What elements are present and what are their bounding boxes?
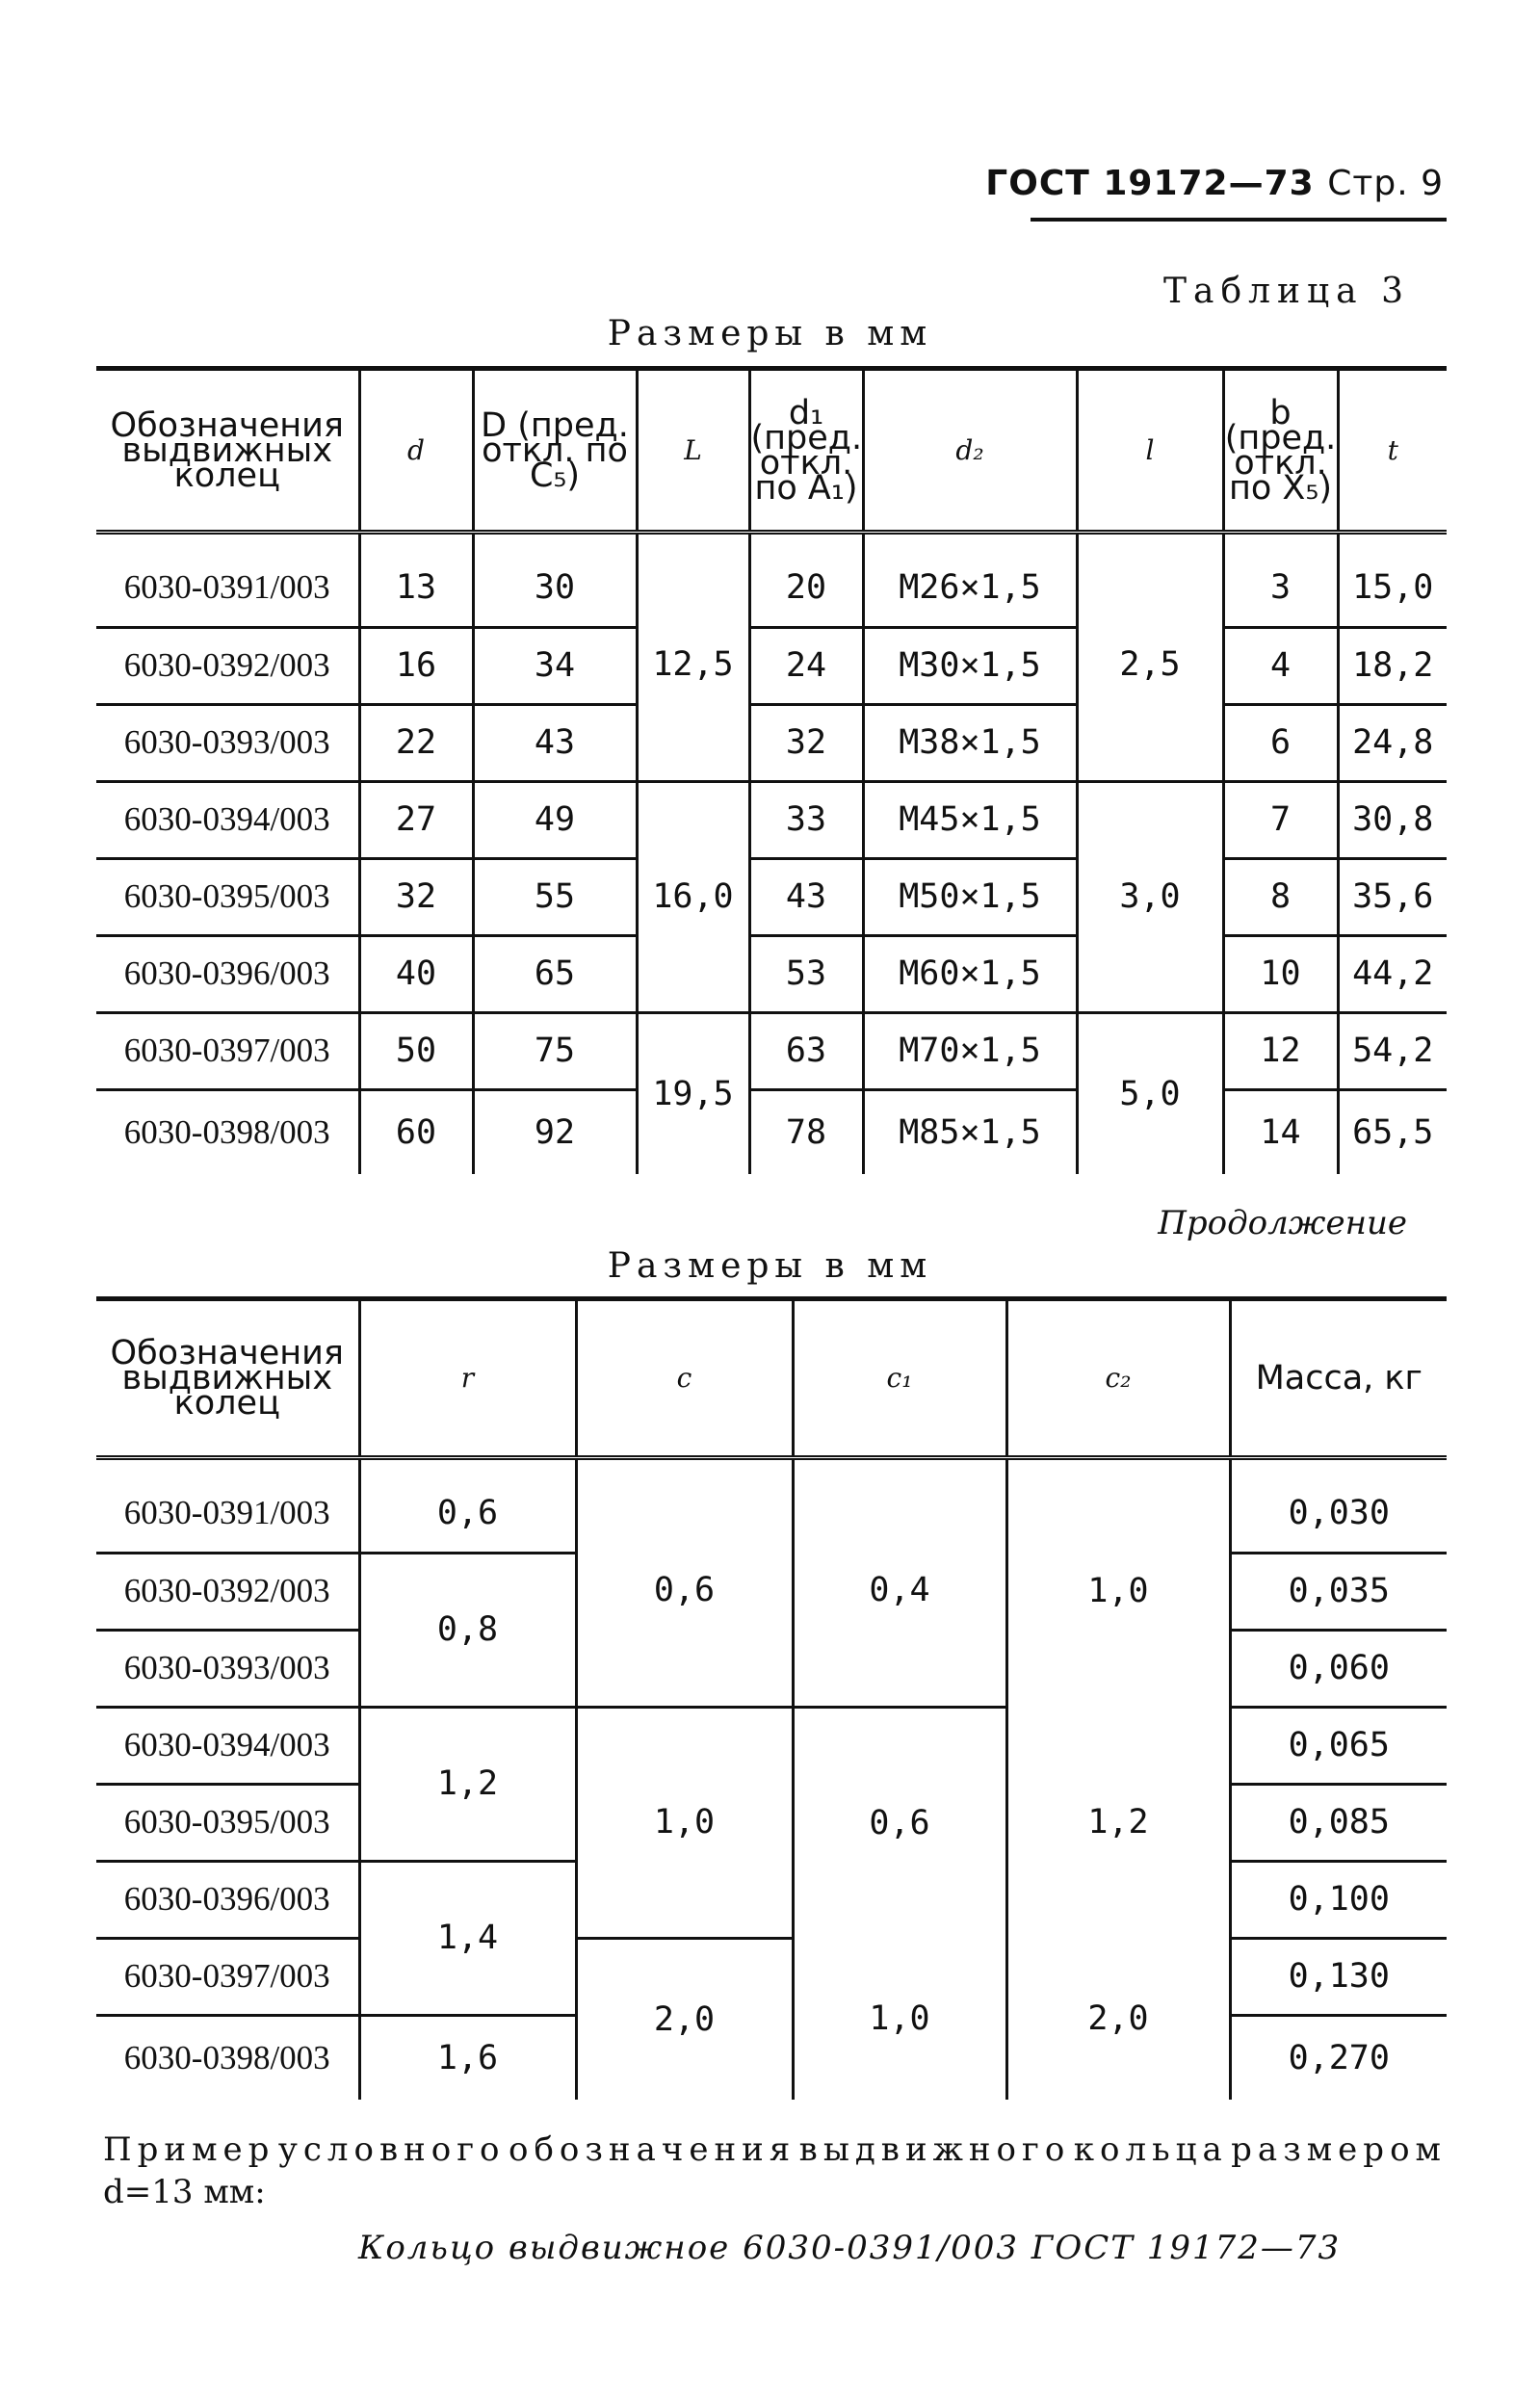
cell-d1: 53 (749, 935, 863, 1012)
header-designation: Обозначения выдвижных колец (110, 1334, 344, 1423)
cell-d: 27 (359, 781, 473, 858)
cell-L-group: 12,5 (637, 550, 749, 781)
row-code: 6030-0394/003 (96, 1707, 359, 1784)
cell-D: 92 (473, 1089, 637, 1174)
page-number: Стр. 9 (1327, 164, 1444, 203)
cell-r: 0,6 (359, 1476, 576, 1553)
table-row (96, 550, 1447, 627)
table-row (96, 1012, 1447, 1089)
table-row (96, 1089, 1447, 1174)
cell-t: 24,8 (1338, 704, 1447, 781)
cell-d1: 78 (749, 1089, 863, 1174)
cell-b: 7 (1223, 781, 1338, 858)
cell-mass: 0,100 (1230, 1861, 1447, 1938)
cell-D: 65 (473, 935, 637, 1012)
table-row (96, 1938, 1447, 2015)
cell-r: 1,2 (359, 1707, 576, 1861)
cell-t: 65,5 (1338, 1089, 1447, 1174)
cell-L-group: 16,0 (637, 781, 749, 1012)
cell-c2-group: 1,0 (1006, 1476, 1230, 1707)
cell-c1-group: 1,0 (793, 1938, 1006, 2100)
table-header-row (96, 1299, 1447, 1458)
cell-L-group: 19,5 (637, 1012, 749, 1174)
table-row (96, 1707, 1447, 1784)
cell-mass: 0,060 (1230, 1630, 1447, 1707)
row-code: 6030-0392/003 (96, 627, 359, 704)
cell-d1: 63 (749, 1012, 863, 1089)
example-designation: Кольцо выдвижное 6030-0391/003 ГОСТ 19172—73 (358, 2229, 1342, 2267)
example-word: выдвижного (798, 2130, 1071, 2169)
table-row (96, 935, 1447, 1012)
cell-d1: 33 (749, 781, 863, 858)
units-label-2: Размеры в мм (607, 1246, 933, 1286)
row-code: 6030-0392/003 (96, 1553, 359, 1630)
table-header-row (96, 369, 1447, 533)
standard-title: ГОСТ 19172—73 (985, 164, 1315, 203)
cell-d1: 20 (749, 550, 863, 627)
cell-b: 3 (1223, 550, 1338, 627)
header-l: l (1077, 369, 1223, 533)
cell-d: 16 (359, 627, 473, 704)
cell-d2: M38×1,5 (863, 704, 1077, 781)
header-designation: Обозначения выдвижных колец (110, 405, 344, 495)
cell-d2: M70×1,5 (863, 1012, 1077, 1089)
example-intro (103, 2130, 1447, 2169)
cell-d1: 43 (749, 858, 863, 935)
row-code: 6030-0397/003 (96, 1938, 359, 2015)
cell-b: 4 (1223, 627, 1338, 704)
cell-D: 75 (473, 1012, 637, 1089)
row-code: 6030-0398/003 (123, 2038, 330, 2077)
cell-c-group: 2,0 (576, 1938, 793, 2100)
mass-table (96, 1296, 1447, 2100)
table-row (96, 627, 1447, 704)
cell-c2-group: 1,2 (1006, 1707, 1230, 1938)
header-b: b (пред. откл. по X₅) (1223, 369, 1338, 533)
cell-d: 22 (359, 704, 473, 781)
cell-d2: M85×1,5 (863, 1089, 1077, 1174)
cell-l-group: 5,0 (1077, 1012, 1223, 1174)
example-word: условного (277, 2130, 506, 2169)
cell-d1: 32 (749, 704, 863, 781)
row-code: 6030-0394/003 (96, 781, 359, 858)
row-code: 6030-0398/003 (123, 1112, 330, 1151)
cell-c1-group: 0,6 (793, 1707, 1006, 1938)
cell-D: 55 (473, 858, 637, 935)
example-word: Пример (103, 2130, 275, 2169)
example-word: обозначения (508, 2130, 796, 2169)
header-d2: d₂ (863, 369, 1077, 533)
cell-mass: 0,065 (1230, 1707, 1447, 1784)
cell-d: 50 (359, 1012, 473, 1089)
cell-t: 54,2 (1338, 1012, 1447, 1089)
row-code: 6030-0393/003 (96, 704, 359, 781)
table-row (96, 858, 1447, 935)
header-L: L (637, 369, 749, 533)
cell-d: 60 (359, 1089, 473, 1174)
example-size: d=13 мм: (103, 2173, 266, 2211)
header-c2: c₂ (1006, 1299, 1230, 1458)
cell-D: 34 (473, 627, 637, 704)
cell-D: 43 (473, 704, 637, 781)
row-code: 6030-0396/003 (96, 935, 359, 1012)
cell-D: 49 (473, 781, 637, 858)
row-code: 6030-0397/003 (96, 1012, 359, 1089)
cell-t: 18,2 (1338, 627, 1447, 704)
cell-l-group: 3,0 (1077, 781, 1223, 1012)
row-code: 6030-0393/003 (96, 1630, 359, 1707)
cell-r: 1,6 (359, 2015, 576, 2100)
header-rule (1031, 218, 1447, 222)
header-d1: d₁ (пред. откл. по A₁) (749, 369, 863, 533)
units-label: Размеры в мм (607, 314, 933, 353)
cell-r: 1,4 (359, 1861, 576, 2015)
designation-example (103, 2130, 1447, 2267)
cell-mass: 0,085 (1230, 1784, 1447, 1861)
cell-d2: M60×1,5 (863, 935, 1077, 1012)
cell-c-group: 0,6 (576, 1476, 793, 1707)
dimensions-table (96, 366, 1447, 1174)
cell-c-group: 1,0 (576, 1707, 793, 1938)
cell-t: 35,6 (1338, 858, 1447, 935)
cell-d2: M26×1,5 (863, 550, 1077, 627)
cell-d2: M50×1,5 (863, 858, 1077, 935)
row-code: 6030-0395/003 (96, 1784, 359, 1861)
header-c: c (576, 1299, 793, 1458)
table-caption: Таблица 3 (1163, 272, 1410, 311)
cell-mass: 0,035 (1230, 1553, 1447, 1630)
cell-r: 0,8 (359, 1553, 576, 1707)
cell-b: 10 (1223, 935, 1338, 1012)
row-code: 6030-0391/003 (96, 550, 359, 627)
cell-d2: M30×1,5 (863, 627, 1077, 704)
cell-mass: 0,270 (1230, 2015, 1447, 2100)
continuation-label: Продолжение (1158, 1204, 1407, 1242)
cell-t: 30,8 (1338, 781, 1447, 858)
cell-t: 15,0 (1338, 550, 1447, 627)
cell-d: 32 (359, 858, 473, 935)
cell-b: 6 (1223, 704, 1338, 781)
table-row (96, 1476, 1447, 1553)
document-header (985, 164, 1444, 203)
header-d: d (359, 369, 473, 533)
row-code: 6030-0391/003 (96, 1476, 359, 1553)
cell-b: 12 (1223, 1012, 1338, 1089)
cell-d: 13 (359, 550, 473, 627)
cell-b: 8 (1223, 858, 1338, 935)
cell-d2: M45×1,5 (863, 781, 1077, 858)
table-row (96, 781, 1447, 858)
cell-d1: 24 (749, 627, 863, 704)
header-r: r (359, 1299, 576, 1458)
table-row (96, 704, 1447, 781)
cell-d: 40 (359, 935, 473, 1012)
cell-mass: 0,130 (1230, 1938, 1447, 2015)
example-word: кольца (1073, 2130, 1228, 2169)
cell-c1-group: 0,4 (793, 1476, 1006, 1707)
row-code: 6030-0396/003 (96, 1861, 359, 1938)
cell-l-group: 2,5 (1077, 550, 1223, 781)
header-mass: Масса, кг (1230, 1299, 1447, 1458)
header-c1: c₁ (793, 1299, 1006, 1458)
header-D: D (пред. откл. по C₅) (473, 369, 637, 533)
example-word: размером (1231, 2130, 1447, 2169)
cell-mass: 0,030 (1230, 1476, 1447, 1553)
cell-b: 14 (1223, 1089, 1338, 1174)
row-code: 6030-0395/003 (96, 858, 359, 935)
cell-c2-group: 2,0 (1006, 1938, 1230, 2100)
cell-D: 30 (473, 550, 637, 627)
header-t: t (1338, 369, 1447, 533)
cell-t: 44,2 (1338, 935, 1447, 1012)
